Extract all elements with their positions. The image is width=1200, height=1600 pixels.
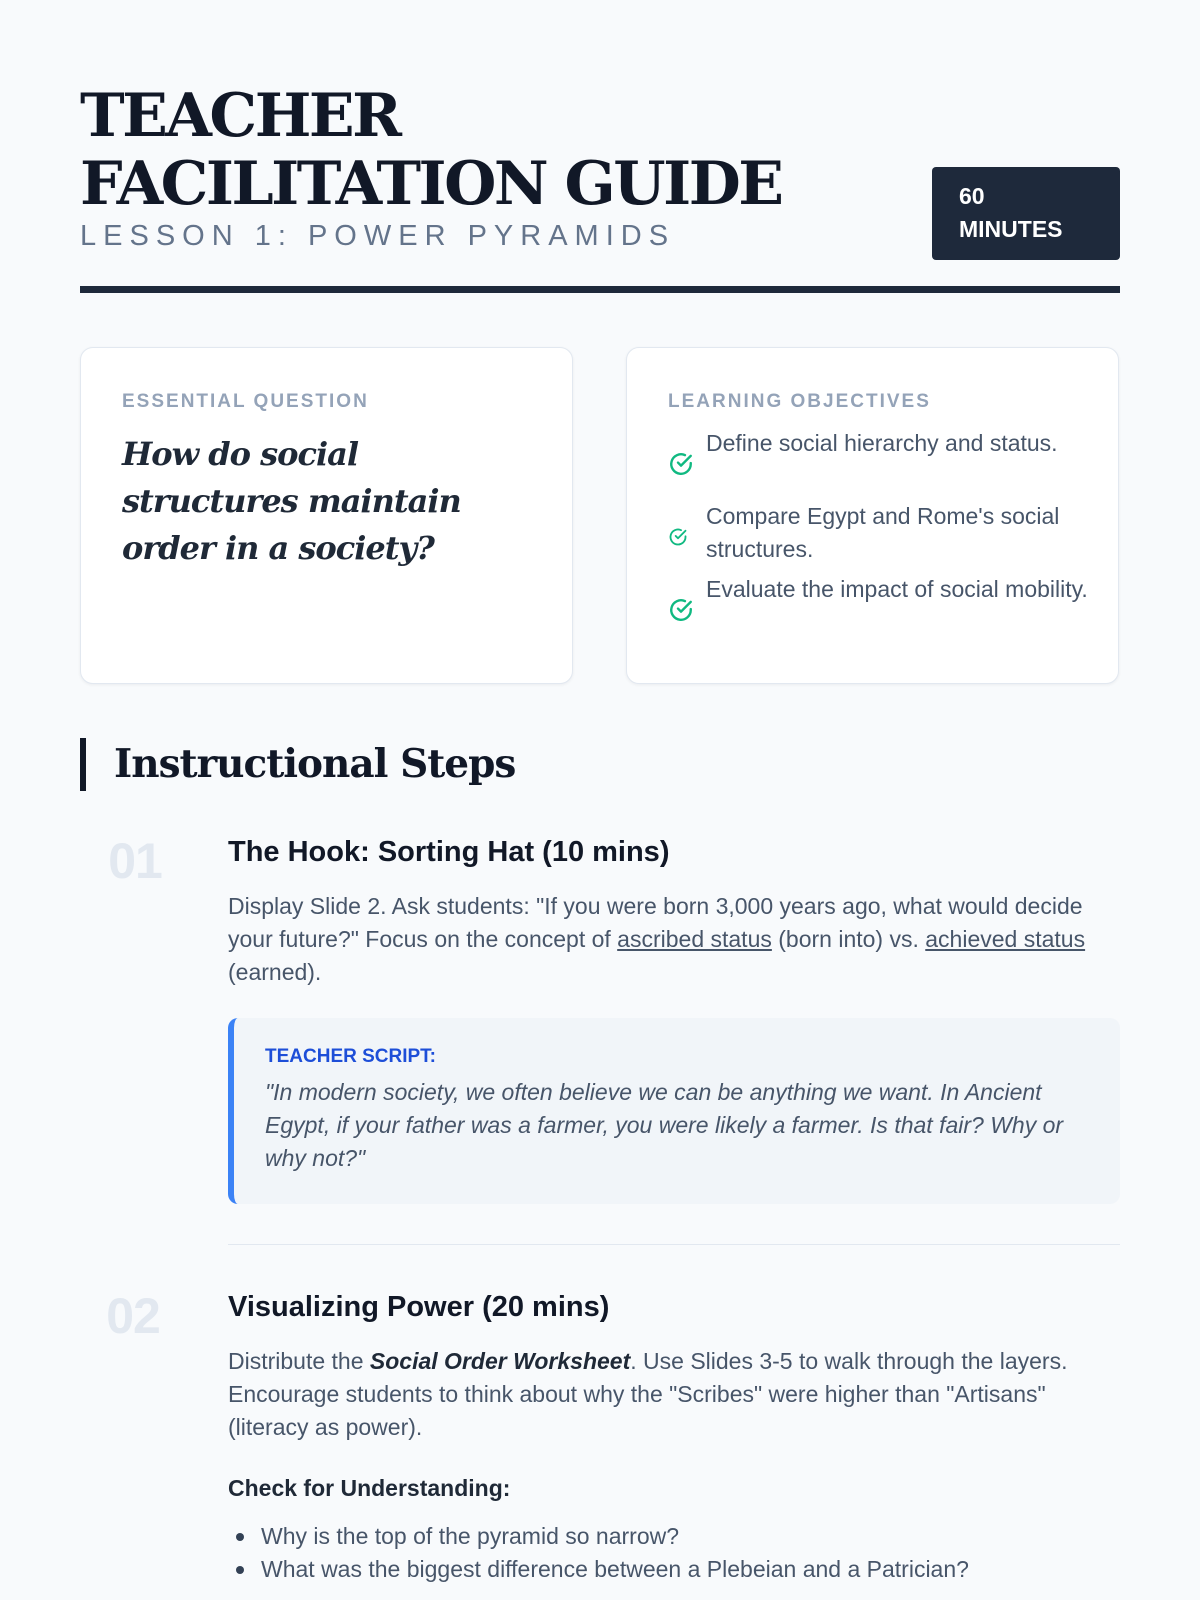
- bullet-icon: [236, 1533, 244, 1541]
- section-accent-bar: [80, 738, 86, 791]
- header-divider: [80, 286, 1120, 293]
- check-circle-icon: [668, 451, 694, 477]
- objective-text: Define social hierarchy and status.: [706, 430, 1058, 456]
- learning-objectives-label: LEARNING OBJECTIVES: [668, 391, 931, 412]
- essential-question-label: ESSENTIAL QUESTION: [122, 391, 369, 412]
- step-text-part: (born into) vs.: [771, 926, 926, 952]
- step-description: [228, 890, 1120, 989]
- duration-unit: MINUTES: [959, 216, 1063, 242]
- objective-text: Evaluate the impact of social mobility.: [706, 576, 1088, 602]
- step-number: 02: [106, 1288, 160, 1344]
- objective-text: Compare Egypt and Rome's social structures.: [706, 503, 1060, 562]
- worksheet-name: Social Order Worksheet: [369, 1348, 631, 1374]
- objective-item: [668, 500, 1088, 573]
- section-title: Instructional Steps: [114, 741, 516, 787]
- check-for-understanding-heading: Check for Understanding:: [228, 1475, 511, 1501]
- essential-question-card: [80, 347, 573, 684]
- question-text: What was the biggest difference between a Plebeian and a Patrician?: [261, 1556, 969, 1582]
- bullet-icon: [236, 1566, 244, 1574]
- essential-question-text: How do social structures maintain order in a society?: [122, 435, 461, 567]
- check-for-understanding-list: [228, 1520, 1120, 1586]
- step-divider: [228, 1244, 1120, 1245]
- objective-item: [668, 573, 1088, 646]
- step-text-part: (earned).: [228, 959, 322, 985]
- teacher-script-text: "In modern society, we often believe we can be anything we want. In Ancient Egypt, if your father was a farmer, you were likely a farmer. Is that fair? Why or why not?": [265, 1079, 1064, 1171]
- page-title: TEACHER FACILITATION GUIDE: [80, 81, 782, 219]
- term-achieved-status: achieved status: [925, 926, 1086, 952]
- step-title: The Hook: Sorting Hat (10 mins): [228, 836, 670, 868]
- list-item: [228, 1520, 1120, 1553]
- teacher-script-label: TEACHER SCRIPT:: [265, 1046, 437, 1067]
- objectives-list: [668, 427, 1088, 646]
- step-title: Visualizing Power (20 mins): [228, 1291, 610, 1323]
- term-ascribed-status: ascribed status: [617, 926, 772, 952]
- objective-item: [668, 427, 1088, 500]
- step-description: [228, 1345, 1120, 1444]
- duration-badge: [932, 167, 1120, 260]
- duration-number: 60: [959, 183, 985, 209]
- list-item: [228, 1553, 1120, 1586]
- check-circle-icon: [668, 527, 688, 547]
- step-text-part: . Use Slides 3-5 to walk through the layers. Encourage students to think about why the "Scribes" were higher than "Artisans" (literacy as power).: [228, 1348, 1068, 1440]
- teacher-script-box: [228, 1018, 1120, 1204]
- step-text-part: Display Slide 2. Ask students: "If you were born 3,000 years ago, what would decide your future?" Focus on the concept of: [228, 893, 1083, 952]
- step-number: 01: [108, 833, 162, 889]
- question-text: Why is the top of the pyramid so narrow?: [261, 1523, 680, 1549]
- lesson-subtitle: LESSON 1: POWER PYRAMIDS: [80, 220, 676, 252]
- step-text-part: Distribute the: [228, 1348, 370, 1374]
- learning-objectives-card: [626, 347, 1119, 684]
- check-circle-icon: [668, 597, 694, 623]
